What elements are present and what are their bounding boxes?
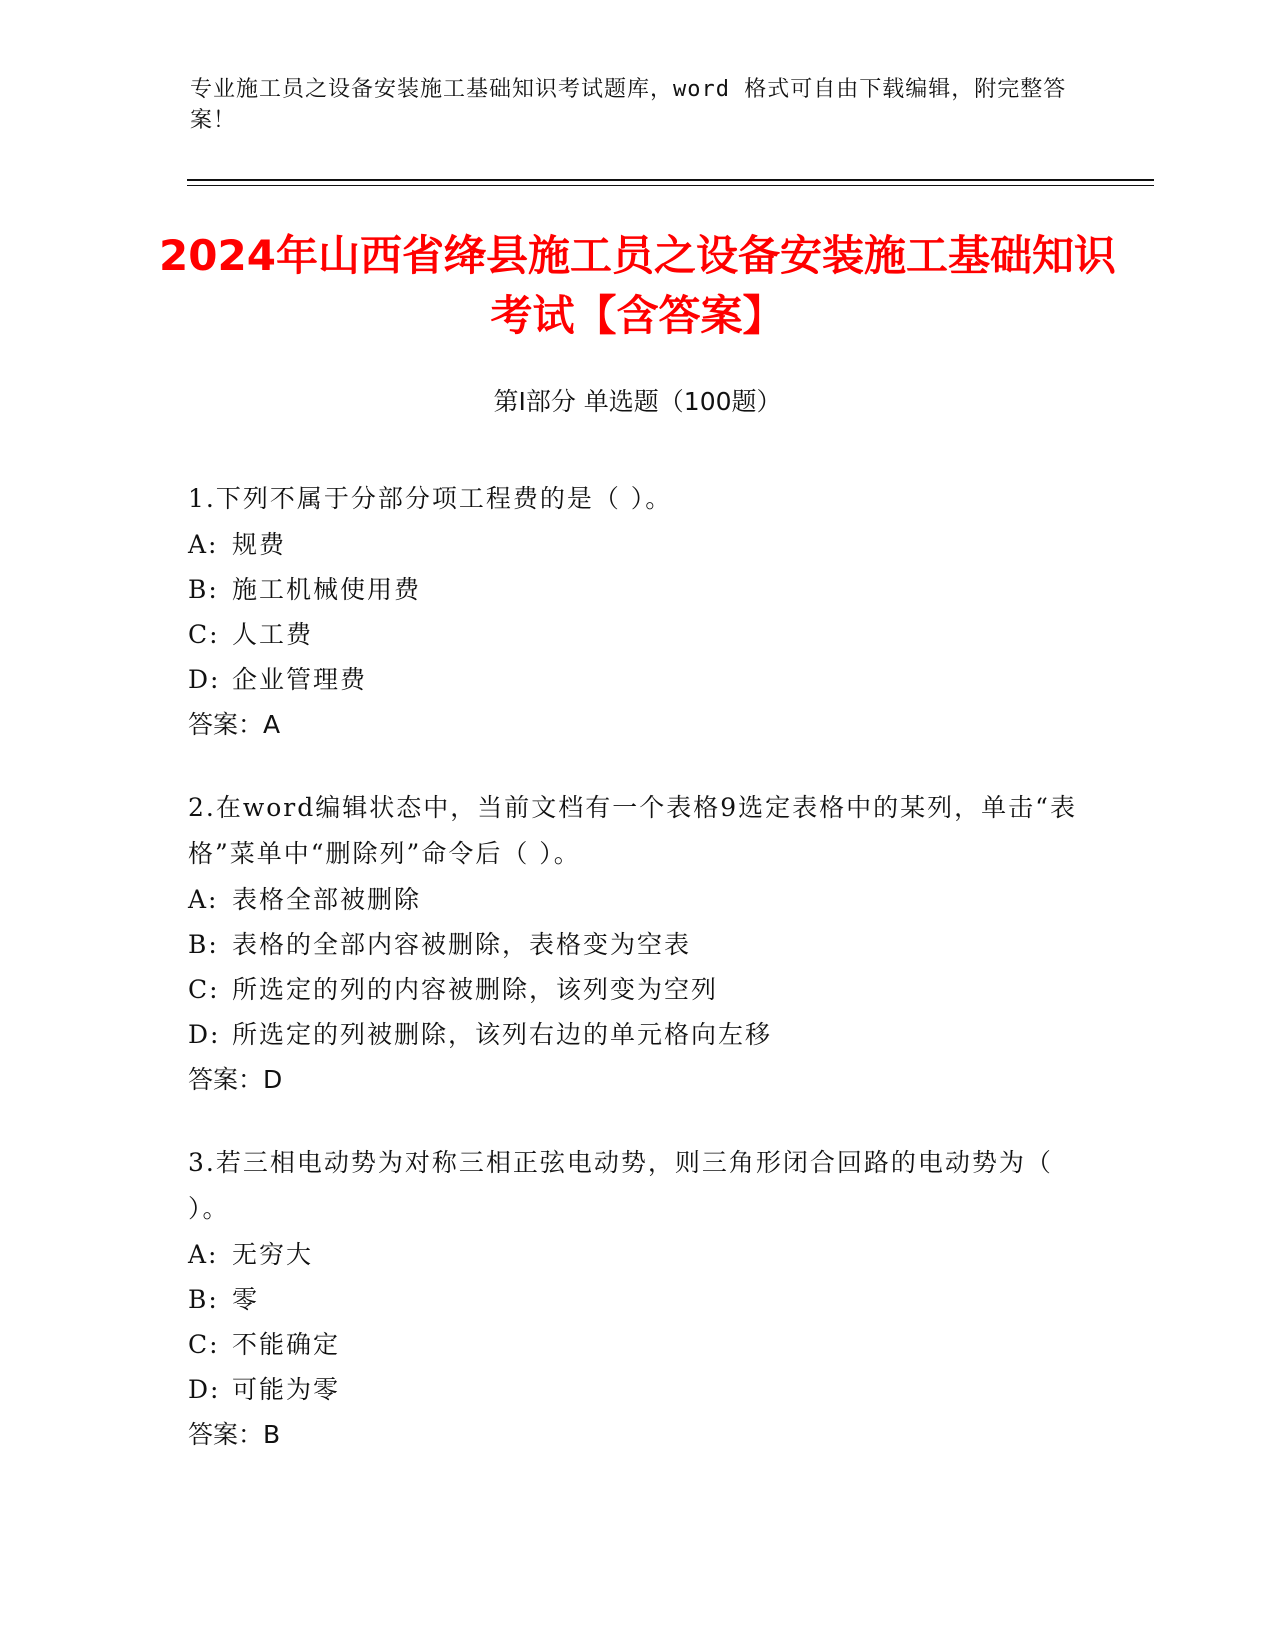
option-text: 可能为零 xyxy=(232,1375,341,1404)
option-letter: C: xyxy=(188,620,220,649)
question-2 xyxy=(188,785,1078,1102)
option-letter: C: xyxy=(188,1330,220,1359)
option-d xyxy=(188,657,1078,702)
option-c xyxy=(188,612,1078,657)
option-letter: A: xyxy=(188,530,219,559)
option-text: 所选定的列的内容被删除，该列变为空列 xyxy=(232,975,719,1004)
option-c xyxy=(188,967,1078,1012)
option-letter: B: xyxy=(188,575,219,604)
option-c xyxy=(188,1322,1078,1367)
option-letter: D: xyxy=(188,1020,221,1049)
answer-line: 答案：B xyxy=(188,1420,281,1449)
option-letter: D: xyxy=(188,1375,221,1404)
option-text: 表格全部被删除 xyxy=(232,885,422,914)
answer-line: 答案：A xyxy=(188,710,281,739)
option-a xyxy=(188,1232,1078,1277)
option-letter: D: xyxy=(188,665,221,694)
header-rule-thick xyxy=(187,179,1154,181)
option-text: 企业管理费 xyxy=(232,665,368,694)
option-text: 表格的全部内容被删除，表格变为空表 xyxy=(232,930,692,959)
option-b xyxy=(188,922,1078,967)
option-a xyxy=(188,877,1078,922)
header-note: 专业施工员之设备安装施工基础知识考试题库，word 格式可自由下载编辑，附完整答案！ xyxy=(190,77,1067,133)
question-text: 3.若三相电动势为对称三相正弦电动势，则三角形闭合回路的电动势为（ ）。 xyxy=(188,1148,1053,1223)
option-text: 无穷大 xyxy=(232,1240,314,1269)
option-b xyxy=(188,567,1078,612)
option-text: 所选定的列被删除，该列右边的单元格向左移 xyxy=(232,1020,773,1049)
option-letter: A: xyxy=(188,885,219,914)
option-d xyxy=(188,1012,1078,1057)
question-text: 2.在word编辑状态中，当前文档有一个表格9选定表格中的某列，单击“表格”菜单中“删除列”命令后（ ）。 xyxy=(188,793,1077,868)
option-text: 不能确定 xyxy=(232,1330,341,1359)
option-letter: C: xyxy=(188,975,220,1004)
question-list xyxy=(188,476,1078,1495)
option-d xyxy=(188,1367,1078,1412)
section-heading: 第Ⅰ部分 单选题（100题） xyxy=(493,387,782,416)
option-text: 零 xyxy=(232,1285,260,1314)
question-1 xyxy=(188,476,1078,747)
question-3 xyxy=(188,1140,1078,1457)
option-letter: B: xyxy=(188,1285,219,1314)
option-text: 规费 xyxy=(232,530,287,559)
header-rule-thin xyxy=(187,185,1154,186)
question-text: 1.下列不属于分部分项工程费的是（ ）。 xyxy=(188,484,673,513)
option-letter: B: xyxy=(188,930,219,959)
answer-line: 答案：D xyxy=(188,1065,283,1094)
option-letter: A: xyxy=(188,1240,219,1269)
option-text: 人工费 xyxy=(232,620,314,649)
option-text: 施工机械使用费 xyxy=(232,575,422,604)
document-title: 2024年山西省绛县施工员之设备安装施工基础知识考试【含答案】 xyxy=(159,231,1116,340)
option-a xyxy=(188,522,1078,567)
option-b xyxy=(188,1277,1078,1322)
